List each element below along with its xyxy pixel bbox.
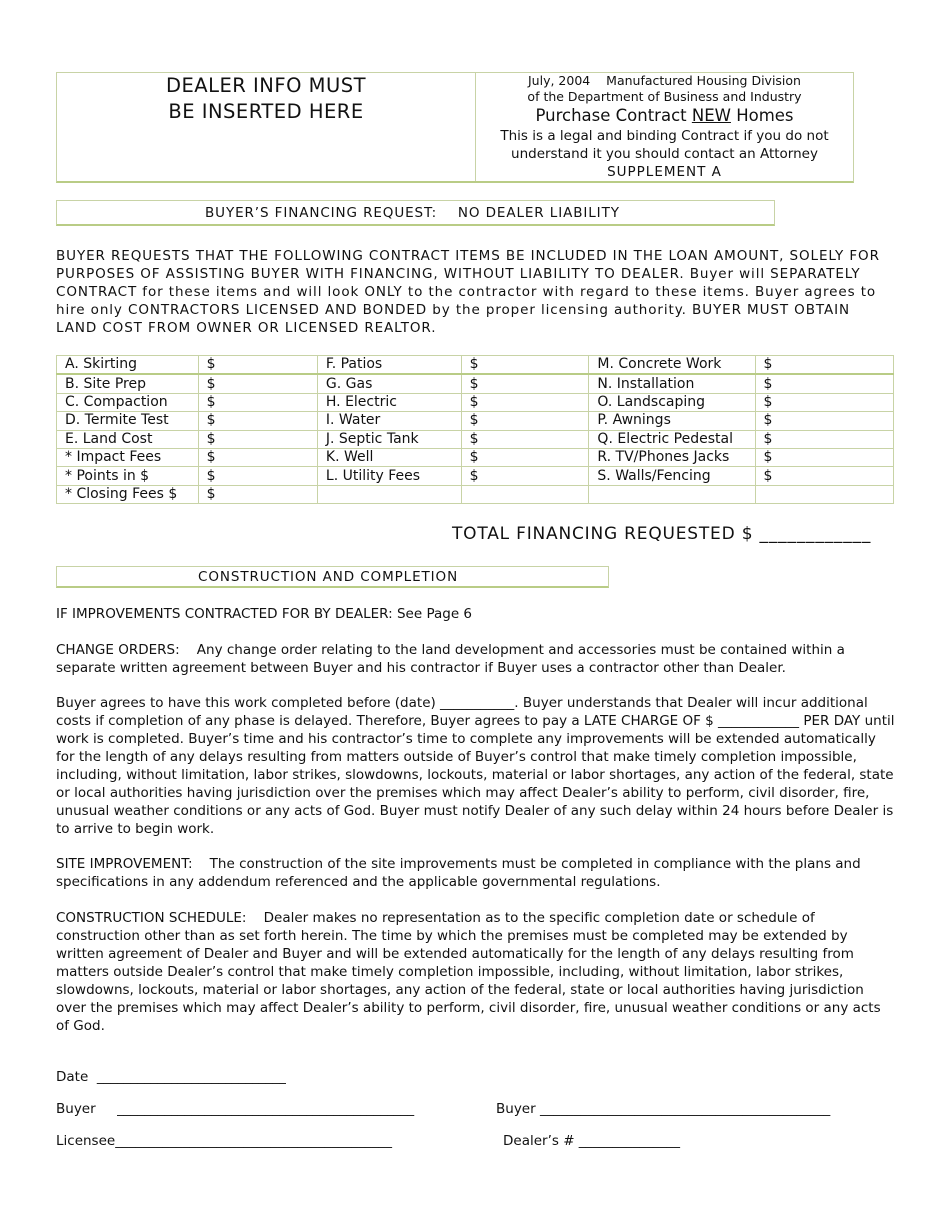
- financing-section-title: BUYER’S FINANCING REQUEST: NO DEALER LIABILITY: [56, 200, 775, 226]
- licensee-signature-line[interactable]: Licensee_________________________________________: [56, 1133, 392, 1149]
- amount-cell[interactable]: $: [198, 448, 317, 466]
- dealer-info-line1: DEALER INFO MUST: [165, 74, 367, 97]
- item-label-cell: K. Well: [317, 448, 461, 466]
- amount-cell[interactable]: $: [198, 356, 317, 375]
- item-label-cell: P. Awnings: [589, 412, 755, 430]
- change-orders-paragraph: CHANGE ORDERS: Any change order relating to the land development and accessories must be contained within a separate written agreement between Buyer and his contractor if Buyer uses a contractor other than Dealer.: [56, 642, 850, 676]
- amount-cell[interactable]: $: [461, 412, 589, 430]
- amount-cell[interactable]: $: [461, 430, 589, 448]
- amount-cell[interactable]: $: [198, 374, 317, 393]
- item-label-cell: * Closing Fees $: [57, 485, 199, 503]
- amount-cell[interactable]: [755, 485, 893, 503]
- supplement-label: SUPPLEMENT A: [607, 164, 722, 180]
- contract-title-pre: Purchase Contract: [535, 106, 687, 125]
- table-row: [57, 374, 894, 393]
- buyer-signature-line-2[interactable]: Buyer ___________________________________________: [496, 1101, 831, 1117]
- item-label-cell: S. Walls/Fencing: [589, 467, 755, 485]
- site-improvement-paragraph: SITE IMPROVEMENT: The construction of the site improvements must be completed in compliance with the plans and specifications in any addendum referenced and the applicable governmental regulations.: [56, 856, 865, 890]
- amount-cell[interactable]: $: [755, 356, 893, 375]
- item-label-cell: F. Patios: [317, 356, 461, 375]
- item-label-cell: A. Skirting: [57, 356, 199, 375]
- construction-schedule-paragraph: CONSTRUCTION SCHEDULE: Dealer makes no representation as to the specific completion date or schedule of construction other than as set forth herein. The time by which the premises must be completed may be extended by written agreement of Dealer and Buyer and will be extended automatically for the length of any delays resulting from matters outside Dealer’s control that make timely completion impossible, including, without limitation, labor strikes, slowdowns, lockouts, material or labor shortages, any action of the federal, state or local authorities having jurisdiction over the premises which may affect Dealer’s ability to perform, civil disorder, fire, unusual weather conditions or any acts of God.: [56, 910, 885, 1034]
- amount-cell[interactable]: $: [755, 467, 893, 485]
- item-label-cell: H. Electric: [317, 393, 461, 411]
- amount-cell[interactable]: $: [198, 430, 317, 448]
- table-row: [57, 485, 894, 503]
- item-label-cell: * Impact Fees: [57, 448, 199, 466]
- contract-title-post: Homes: [736, 106, 794, 125]
- amount-cell[interactable]: $: [198, 485, 317, 503]
- buyer-signature-line-1[interactable]: Buyer ____________________________________________: [56, 1101, 415, 1117]
- construction-section-title: CONSTRUCTION AND COMPLETION: [56, 566, 609, 588]
- item-label-cell: [317, 485, 461, 503]
- table-row: [57, 393, 894, 411]
- table-row: [57, 448, 894, 466]
- item-label-cell: E. Land Cost: [57, 430, 199, 448]
- amount-cell[interactable]: $: [198, 393, 317, 411]
- table-row: [57, 467, 894, 485]
- item-label-cell: D. Termite Test: [57, 412, 199, 430]
- item-label-cell: J. Septic Tank: [317, 430, 461, 448]
- amount-cell[interactable]: $: [198, 467, 317, 485]
- item-label-cell: * Points in $: [57, 467, 199, 485]
- improvements-line: IF IMPROVEMENTS CONTRACTED FOR BY DEALER: See Page 6: [56, 606, 473, 622]
- table-row: [57, 412, 894, 430]
- financing-items-table: [56, 355, 894, 504]
- header-division: Manufactured Housing Division: [606, 73, 801, 88]
- item-label-cell: L. Utility Fees: [317, 467, 461, 485]
- item-label-cell: O. Landscaping: [589, 393, 755, 411]
- table-row: [57, 430, 894, 448]
- financing-paragraph: BUYER REQUESTS THAT THE FOLLOWING CONTRACT ITEMS BE INCLUDED IN THE LOAN AMOUNT, SOLELY FOR PURPOSES OF ASSISTING BUYER WITH FINANCING, WITHOUT LIABILITY TO DEALER. Buyer will SEPARATELY CONTRACT for these items and will look ONLY to the contractor with regard to these items. Buyer agrees to hire only CONTRACTORS LICENSED AND BONDED by the proper licensing authority. BUYER MUST OBTAIN LAND COST FROM OWNER OR LICENSED REALTOR.: [56, 248, 880, 336]
- item-label-cell: Q. Electric Pedestal: [589, 430, 755, 448]
- amount-cell[interactable]: $: [461, 374, 589, 393]
- amount-cell[interactable]: $: [461, 467, 589, 485]
- item-label-cell: N. Installation: [589, 374, 755, 393]
- dealer-info-placeholder: [57, 73, 476, 181]
- amount-cell[interactable]: $: [755, 374, 893, 393]
- amount-cell[interactable]: $: [461, 448, 589, 466]
- total-financing-requested: TOTAL FINANCING REQUESTED $ ____________: [452, 524, 872, 544]
- item-label-cell: R. TV/Phones Jacks: [589, 448, 755, 466]
- item-label-cell: I. Water: [317, 412, 461, 430]
- item-label-cell: C. Compaction: [57, 393, 199, 411]
- amount-cell[interactable]: [461, 485, 589, 503]
- amount-cell[interactable]: $: [755, 448, 893, 466]
- amount-cell[interactable]: $: [755, 393, 893, 411]
- header-box: [56, 72, 854, 183]
- dealer-info-line2: BE INSERTED HERE: [168, 100, 364, 123]
- date-signature-line[interactable]: Date ____________________________: [56, 1069, 286, 1085]
- completion-paragraph: Buyer agrees to have this work completed before (date) ___________. Buyer understands that Dealer will incur additional costs if completion of any phase is delayed. Therefore, Buyer agrees to pay a LATE CHARGE OF $ ____________ PER DAY until work is completed. Buyer’s time and his contractor’s time to complete any improvements will be extended automatically for the length of any delays resulting from matters outside of Buyer’s control that make timely completion impossible, including, without limitation, labor strikes, slowdowns, lockouts, material or labor shortages, any action of the federal, state or local authorities having jurisdiction over the premises which may affect Dealer’s ability to perform, civil disorder, fire, unusual weather conditions or any acts of God. Buyer must notify Dealer of any such delay within 24 hours before Dealer is to arrive to begin work.: [56, 695, 895, 837]
- header-date: July, 2004: [528, 73, 591, 88]
- contract-title-new: NEW: [691, 106, 731, 125]
- dealer-number-line[interactable]: Dealer’s # _______________: [503, 1133, 681, 1149]
- header-department: of the Department of Business and Industry: [527, 89, 802, 104]
- item-label-cell: G. Gas: [317, 374, 461, 393]
- contract-header-info: [476, 73, 853, 181]
- legal-line-2: understand it you should contact an Attorney: [511, 146, 818, 162]
- amount-cell[interactable]: $: [461, 356, 589, 375]
- item-label-cell: B. Site Prep: [57, 374, 199, 393]
- contract-title: [476, 105, 853, 127]
- item-label-cell: M. Concrete Work: [589, 356, 755, 375]
- amount-cell[interactable]: $: [755, 430, 893, 448]
- legal-line-1: This is a legal and binding Contract if you do not: [500, 128, 829, 144]
- table-row: [57, 356, 894, 375]
- amount-cell[interactable]: $: [755, 412, 893, 430]
- item-label-cell: [589, 485, 755, 503]
- amount-cell[interactable]: $: [461, 393, 589, 411]
- amount-cell[interactable]: $: [198, 412, 317, 430]
- division-line: [476, 73, 853, 89]
